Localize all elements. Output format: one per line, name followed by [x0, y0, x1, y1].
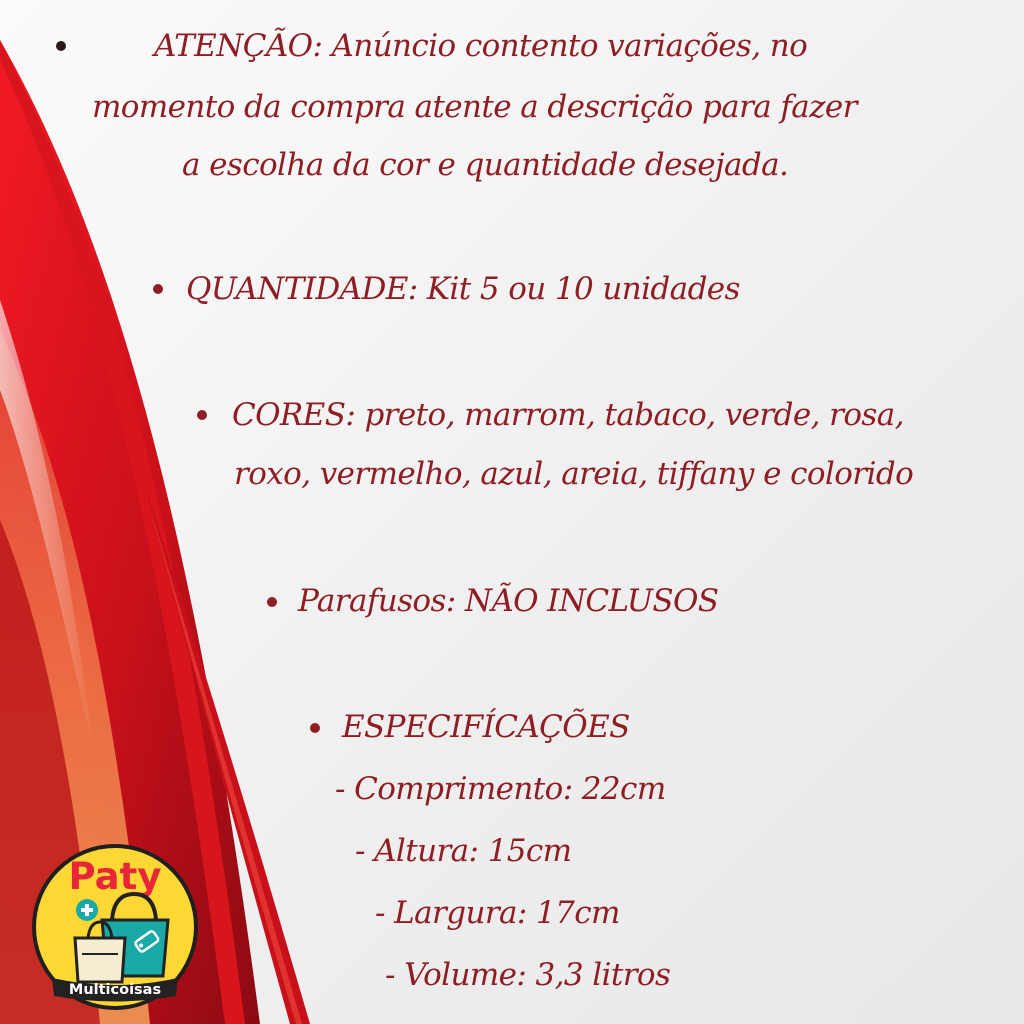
bullet-quantity: [153, 284, 163, 294]
spec-width: - Largura: 17cm: [375, 895, 620, 931]
screws-text: Parafusos: NÃO INCLUSOS: [298, 583, 719, 619]
spec-length: - Comprimento: 22cm: [335, 771, 666, 807]
bullet-attention: [56, 41, 66, 51]
spec-height: - Altura: 15cm: [355, 833, 572, 869]
colors-line-2: roxo, vermelho, azul, areia, tiffany e colorido: [234, 456, 914, 492]
bullet-screws: [267, 597, 277, 607]
bullet-colors: [197, 410, 207, 420]
quantity-text: QUANTIDADE: Kit 5 ou 10 unidades: [186, 271, 740, 307]
specs-title: ESPECIFÍCAÇÕES: [342, 709, 630, 745]
attention-line-2: momento da compra atente a descrição para fazer: [92, 89, 857, 125]
plus-icon: [76, 899, 98, 921]
spec-volume: - Volume: 3,3 litros: [385, 957, 671, 993]
paty-multicoisas-logo: [30, 842, 200, 1012]
attention-line-1: ATENÇÃO: Anúncio contento variações, no: [154, 28, 808, 64]
bullet-specs: [310, 723, 320, 733]
logo-name: Paty: [68, 855, 162, 898]
colors-line-1: CORES: preto, marrom, tabaco, verde, rosa,: [232, 397, 904, 433]
logo-subtitle: Multicoisas: [68, 982, 162, 998]
attention-line-3: a escolha da cor e quantidade desejada.: [182, 147, 789, 183]
